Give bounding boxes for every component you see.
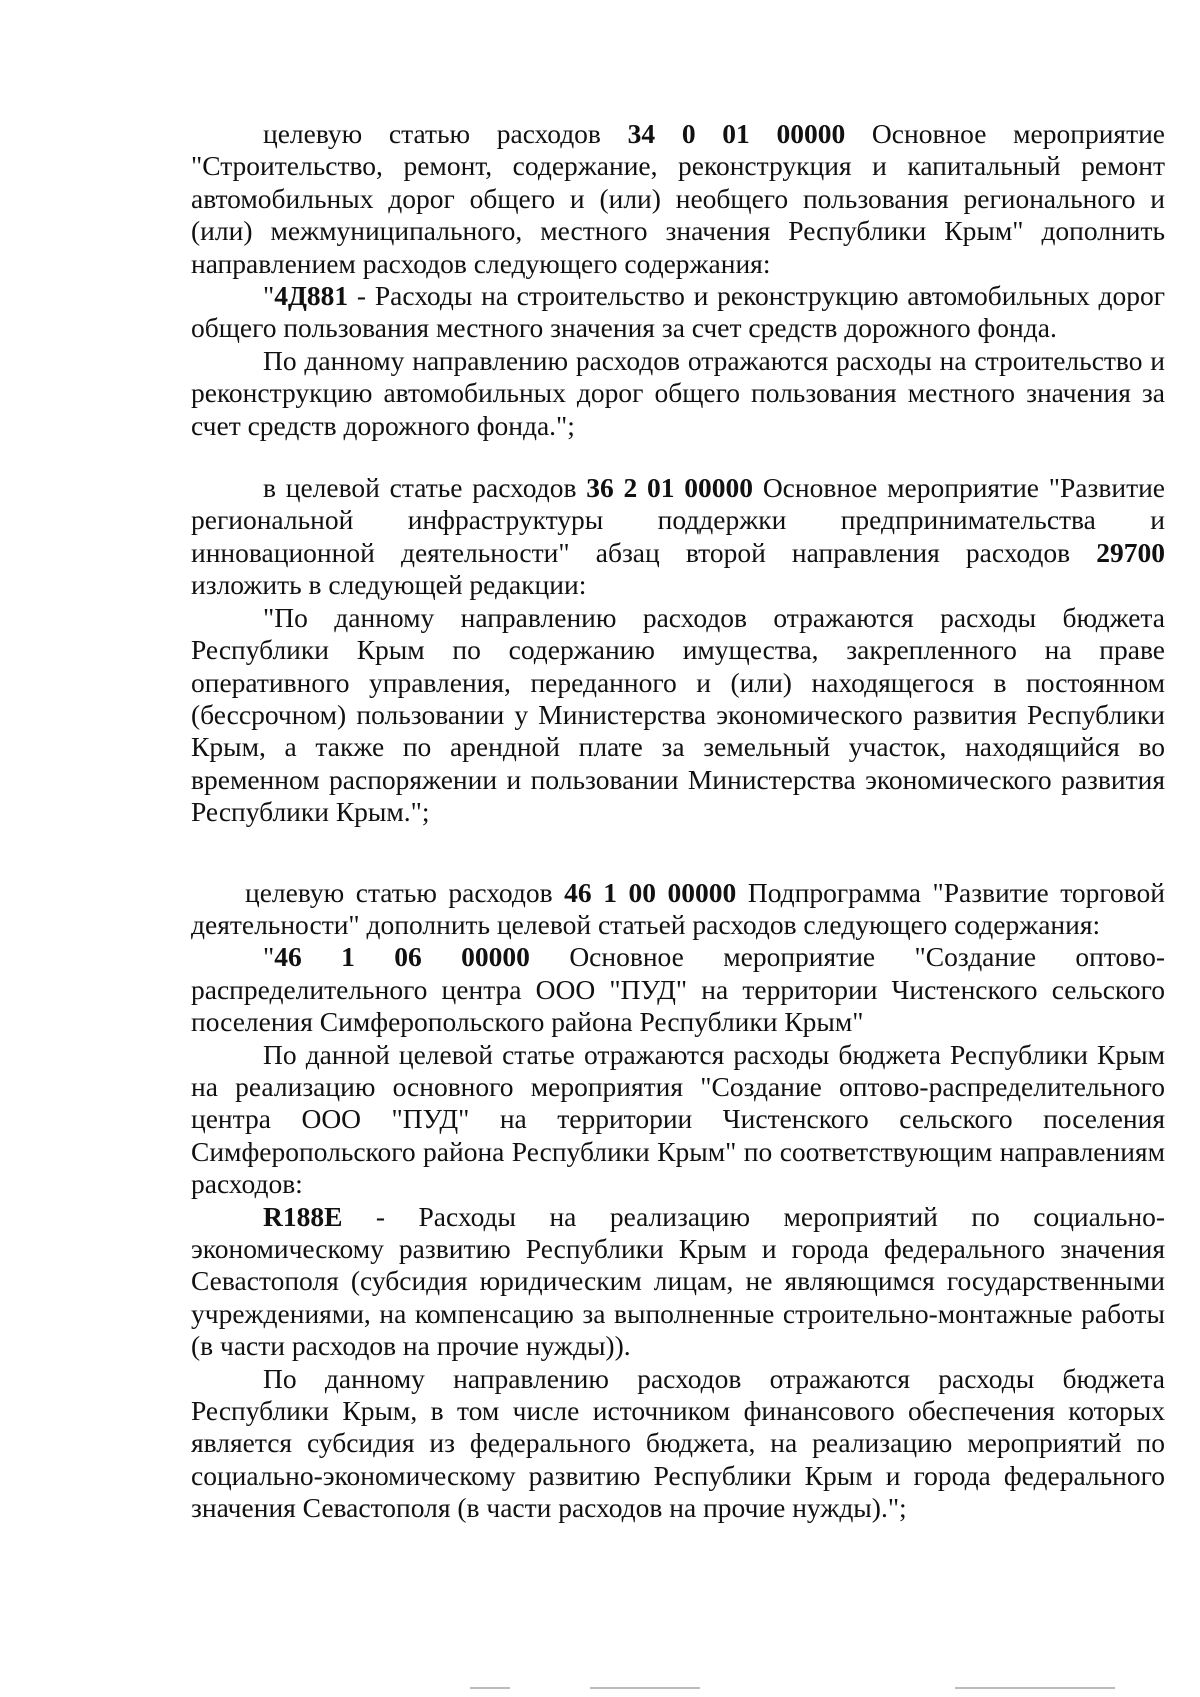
section-3-intro	[191, 877, 1165, 942]
section-3-sub	[191, 1201, 1165, 1363]
quote-mark: "	[263, 941, 275, 973]
expense-direction-code: R188E	[263, 1200, 343, 1232]
expense-direction-code: 29700	[1096, 536, 1165, 568]
section-3-para: По данной целевой статье отражаются расходы бюджета Республики Крым на реализацию основного мероприятия "Создание оптово-распределительного центра ООО "ПУД" на территории Чистенского сельского поселения Симферопольского района Республики Крым" по соответствующим направлениям расходов:	[191, 1038, 1165, 1200]
entry-text: - Расходы на строительство и реконструкцию автомобильных дорог общего пользования местного значения за счет средств дорожного фонда.	[191, 280, 1165, 344]
scan-artifact	[590, 1687, 700, 1689]
intro-text: Подпрограмма "Развитие торговой деятельности" дополнить целевой статьей расходов следующего содержания:	[191, 876, 1165, 940]
budget-code: 46 1 00 00000	[564, 876, 737, 908]
section-1-note: По данному направлению расходов отражаются расходы на строительство и реконструкцию автомобильных дорог общего пользования местного значения за счет средств дорожного фонда.";	[191, 344, 1165, 441]
entry-text: Основное мероприятие "Создание оптово-распределительного центра ООО "ПУД" на территории Чистенского сельского поселения Симферопольского района Республики Крым"	[191, 941, 1165, 1038]
budget-code: 34 0 01 00000	[627, 118, 846, 149]
budget-code: 46 1 06 00000	[274, 941, 530, 973]
intro-text: изложить в следующей редакции:	[191, 569, 587, 601]
intro-text: целевую статью расходов	[263, 118, 628, 149]
section-1-intro	[191, 118, 1165, 280]
scan-artifact	[470, 1687, 510, 1689]
intro-text: Основное мероприятие "Строительство, ремонт, содержание, реконструкция и капитальный ремонт автомобильных дорог общего и (или) необщего пользования регионального и (или) межмуниципального, местного значения Республики Крым" дополнить направлением расходов следующего содержания:	[191, 118, 1166, 279]
section-1-entry	[191, 280, 1165, 345]
intro-text: Основное мероприятие "Развитие региональной инфраструктуры поддержки предпринимательства и инновационной деятельности" абзац второй направления расходов	[191, 472, 1166, 568]
entry-text: - Расходы на реализацию мероприятий по социально-экономическому развитию Республики Крым и города федерального значения Севастополя (субсидия юридическим лицам, не являющимся государственными учреждениями, на компенсацию за выполненные строительно-монтажные работы (в части расходов на прочие нужды)).	[191, 1200, 1165, 1362]
intro-text: в целевой статье расходов	[263, 472, 587, 504]
quote-mark: "	[263, 280, 275, 312]
document-page	[191, 118, 1165, 1525]
section-3-note: По данному направлению расходов отражаются расходы бюджета Республики Крым, в том числе источником финансового обеспечения которых является субсидия из федерального бюджета, на реализацию мероприятий по социально-экономическому развитию Республики Крым и города федерального значения Севастополя (в части расходов на прочие нужды).";	[191, 1362, 1165, 1524]
intro-text: целевую статью расходов	[245, 876, 565, 908]
section-3-entry	[191, 941, 1165, 1038]
scan-artifact	[955, 1687, 1115, 1689]
section-2-quote: "По данному направлению расходов отражаются расходы бюджета Республики Крым по содержанию имущества, закрепленного на праве оперативного управления, переданного и (или) находящегося в постоянном (бессрочном) пользовании у Министерства экономического развития Республики Крым, а также по арендной плате за земельный участок, находящийся во временном распоряжении и пользовании Министерства экономического развития Республики Крым.";	[191, 601, 1165, 828]
budget-code: 36 2 01 00000	[586, 472, 754, 504]
expense-direction-code: 4Д881	[274, 280, 349, 312]
section-2-intro	[191, 472, 1165, 602]
